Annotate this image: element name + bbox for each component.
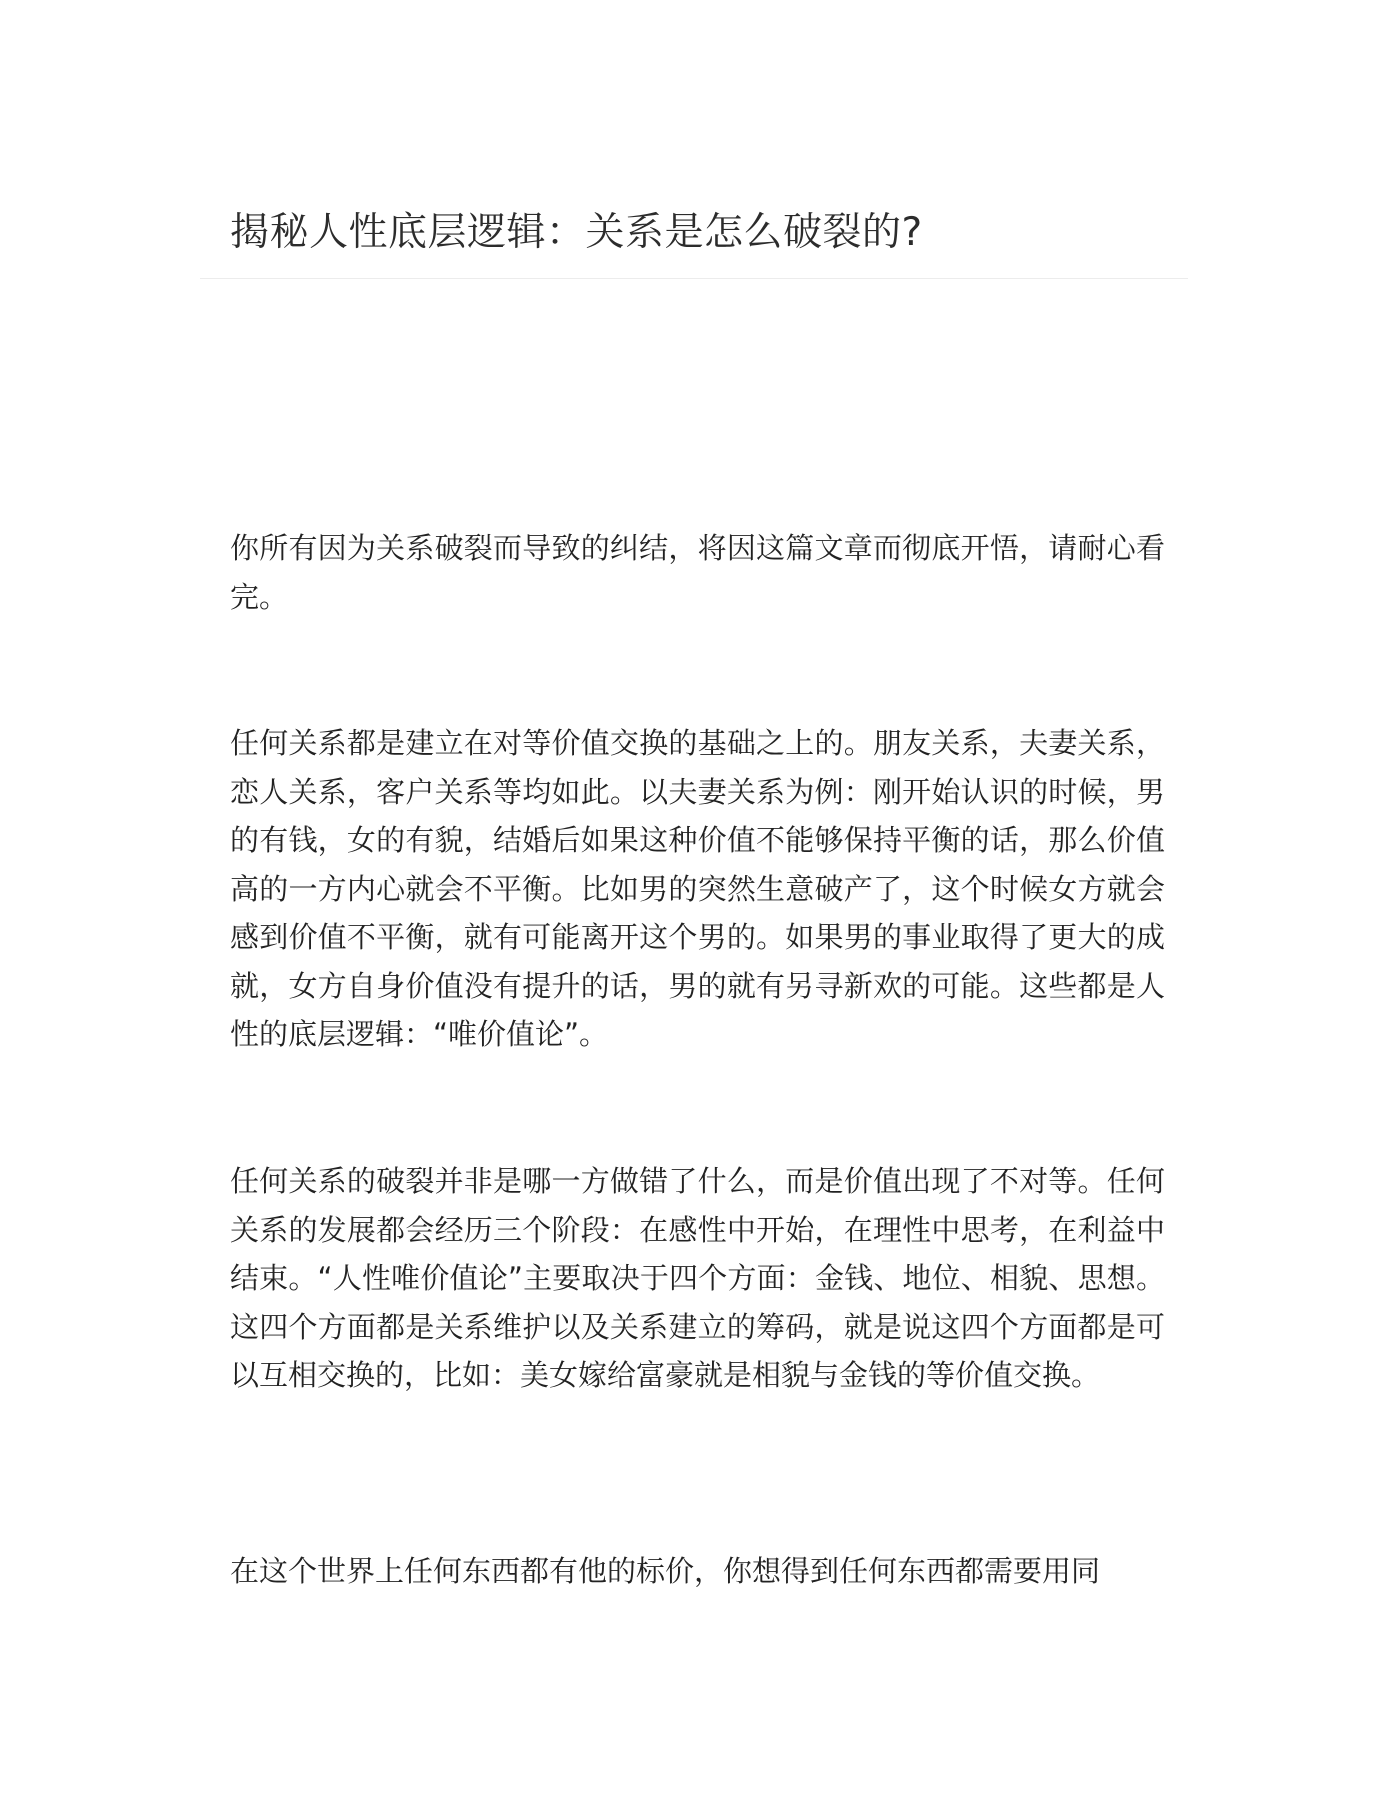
paragraph-price-tag: 在这个世界上任何东西都有他的标价，你想得到任何东西都需要用同 bbox=[230, 1554, 1101, 1588]
article-title: 揭秘人性底层逻辑：关系是怎么破裂的? bbox=[230, 210, 923, 255]
paragraph-intro: 你所有因为关系破裂而导致的纠结，将因这篇文章而彻底开悟，请耐心看完。 bbox=[230, 531, 1165, 614]
paragraph-value-exchange: 任何关系都是建立在对等价值交换的基础之上的。朋友关系，夫妻关系，恋人关系，客户关系等均如此。以夫妻关系为例：刚开始认识的时候，男的有钱，女的有貌，结婚后如果这种价值不能够保持平衡的话，那么价值高的一方内心就会不平衡。比如男的突然生意破产了，这个时候女方就会感到价值不平衡，就有可能离开这个男的。如果男的事业取得了更大的成就，女方自身价值没有提升的话，男的就有另寻新欢的可能。这些都是人性的底层逻辑：“唯价值论”。 bbox=[230, 726, 1165, 1051]
paragraph-relationship-breakdown: 任何关系的破裂并非是哪一方做错了什么，而是价值出现了不对等。任何关系的发展都会经历三个阶段：在感性中开始，在理性中思考，在利益中结束。“人性唯价值论”主要取决于四个方面：金钱、地位、相貌、思想。这四个方面都是关系维护以及关系建立的筹码，就是说这四个方面都是可以互相交换的，比如：美女嫁给富豪就是相貌与金钱的等价值交换。 bbox=[230, 1164, 1165, 1392]
title-divider bbox=[200, 278, 1188, 279]
